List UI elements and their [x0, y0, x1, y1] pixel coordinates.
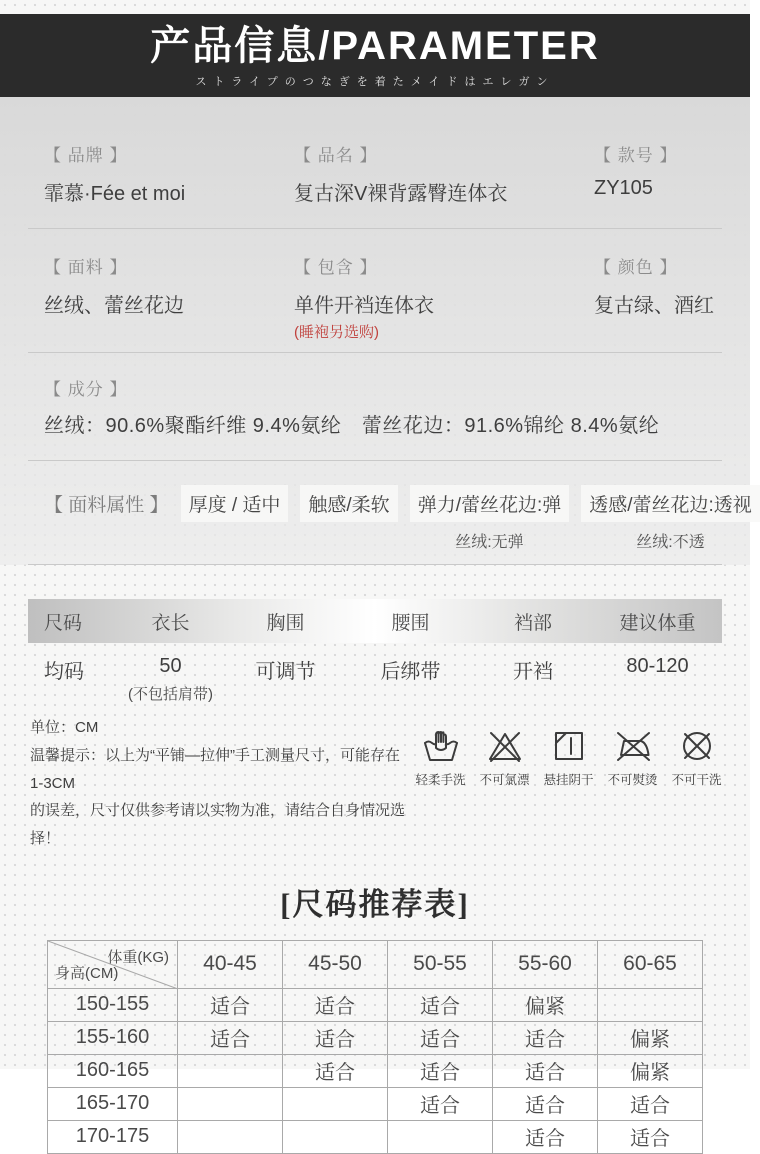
attributes-label: 【 面料属性 】 — [44, 495, 169, 516]
spec-value-crotch: 开裆 — [513, 661, 553, 683]
height-range-cell: 170-175 — [48, 1120, 178, 1153]
care-no-iron — [605, 726, 660, 853]
spec-value-bust: 可调节 — [255, 661, 316, 683]
fit-cell: 适合 — [493, 1021, 598, 1054]
spec-length-note: (不包括肩带) — [128, 686, 213, 703]
tips-line2: 的误差，尺寸仅供参考请以实物为准，请结合自身情况选择！ — [30, 802, 406, 847]
fit-cell: 适合 — [493, 1087, 598, 1120]
care-label: 悬挂阴干 — [543, 773, 594, 787]
spec-header-bust: 胸围 — [266, 612, 305, 634]
height-range-cell: 165-170 — [48, 1087, 178, 1120]
attribute-chip: 透感/蕾丝花边:透视 — [581, 485, 760, 522]
weight-col-header: 45-50 — [283, 940, 388, 988]
product-name-value: 复古深V裸背露臀连体衣 — [294, 183, 508, 205]
spec-value-waist: 后绑带 — [380, 661, 441, 683]
color-label: 【 颜色 】 — [594, 258, 678, 277]
page-subtitle: ストライプのつなぎを着たメイドはエレガン — [195, 76, 555, 88]
corner-weight-label: 体重(KG) — [107, 948, 169, 966]
product-name-label: 【 品名 】 — [294, 146, 378, 165]
fit-cell — [598, 988, 703, 1021]
brand-label: 【 品牌 】 — [44, 146, 128, 165]
spec-length-number: 50 — [159, 655, 182, 677]
fit-cell: 适合 — [283, 988, 388, 1021]
spec-table-values — [28, 643, 722, 704]
unit-text: 单位：CM — [30, 719, 99, 736]
size-chart-row — [48, 1087, 703, 1120]
brand-value: 霏慕·Fée et moi — [44, 183, 186, 205]
fit-cell: 适合 — [178, 1021, 283, 1054]
fabric-value: 丝绒、蕾丝花边 — [44, 295, 184, 317]
weight-col-header: 40-45 — [178, 940, 283, 988]
hand-wash-icon — [413, 726, 468, 766]
attribute-touch — [300, 485, 397, 522]
size-chart-row — [48, 1120, 703, 1153]
fit-cell: 适合 — [283, 1021, 388, 1054]
info-row-attributes — [28, 461, 752, 565]
header-banner — [0, 14, 750, 97]
size-recommendation-table — [47, 940, 703, 1154]
care-label: 不可干洗 — [671, 773, 722, 787]
style-number-label: 【 款号 】 — [594, 146, 678, 165]
fit-cell: 适合 — [388, 988, 493, 1021]
size-chart-corner-cell — [48, 940, 178, 988]
spec-header-weight: 建议体重 — [619, 612, 696, 634]
tips-line1: 温馨提示：以上为“平铺—拉伸”手工测量尺寸，可能存在1-3CM — [30, 746, 400, 792]
info-row-composition — [28, 353, 722, 461]
fit-cell: 适合 — [283, 1054, 388, 1087]
fit-cell — [178, 1054, 283, 1087]
corner-height-label: 身高(CM) — [55, 964, 119, 982]
tips-and-care-row — [28, 714, 724, 853]
height-range-cell: 155-160 — [48, 1021, 178, 1054]
care-label: 不可氯漂 — [479, 773, 530, 787]
no-iron-icon — [605, 726, 660, 766]
size-chart-header-row — [48, 940, 703, 988]
spec-table-header — [28, 599, 722, 643]
size-section — [0, 599, 750, 1154]
fabric-label: 【 面料 】 — [44, 258, 128, 277]
contains-label: 【 包含 】 — [294, 258, 378, 277]
spec-value-size: 均码 — [44, 661, 84, 683]
size-chart-row — [48, 1054, 703, 1087]
height-range-cell: 160-165 — [48, 1054, 178, 1087]
spec-value-weight: 80-120 — [626, 655, 689, 677]
care-instructions — [413, 714, 724, 853]
fit-cell: 偏紧 — [493, 988, 598, 1021]
attribute-chip: 触感/柔软 — [300, 485, 397, 522]
weight-col-header: 50-55 — [388, 940, 493, 988]
fit-cell: 适合 — [388, 1087, 493, 1120]
fit-cell: 偏紧 — [598, 1021, 703, 1054]
color-field — [594, 253, 722, 342]
fit-cell: 适合 — [493, 1054, 598, 1087]
no-bleach-icon — [477, 726, 532, 766]
style-number-field — [594, 141, 722, 206]
care-label: 轻柔手洗 — [415, 773, 466, 787]
height-range-cell: 150-155 — [48, 988, 178, 1021]
fit-cell: 适合 — [598, 1120, 703, 1153]
attribute-chip-sub: 丝绒:不透 — [636, 534, 705, 551]
weight-col-header: 60-65 — [598, 940, 703, 988]
style-number-value: ZY105 — [594, 177, 653, 199]
fit-cell — [388, 1120, 493, 1153]
spec-value-length — [118, 655, 223, 704]
size-chart-title: [尺码推荐表] — [280, 886, 470, 922]
attribute-chip: 厚度 / 适中 — [181, 485, 289, 522]
contains-value: 单件开裆连体衣 — [294, 295, 434, 317]
product-name-field — [294, 141, 594, 206]
product-info-section — [0, 97, 750, 565]
composition-value: 丝绒：90.6%聚酯纤维 9.4%氨纶 蕾丝花边：91.6%锦纶 8.4%氨纶 — [44, 415, 660, 437]
care-label: 不可熨烫 — [607, 773, 658, 787]
fit-cell — [178, 1087, 283, 1120]
attribute-elasticity — [410, 485, 570, 552]
care-no-bleach — [477, 726, 532, 853]
fit-cell: 适合 — [493, 1120, 598, 1153]
contains-field — [294, 253, 594, 342]
fit-cell — [178, 1120, 283, 1153]
spec-header-waist: 腰围 — [391, 612, 430, 634]
top-dotted-strip — [0, 0, 750, 14]
attribute-thickness — [181, 485, 289, 522]
fit-cell — [283, 1087, 388, 1120]
attribute-chip: 弹力/蕾丝花边:弹 — [410, 485, 570, 522]
fit-cell: 适合 — [178, 988, 283, 1021]
care-hand-wash — [413, 726, 468, 853]
spec-header-length: 衣长 — [151, 612, 190, 634]
composition-label: 【 成分 】 — [44, 380, 128, 399]
spec-header-crotch: 裆部 — [513, 612, 552, 634]
page-title: 产品信息/PARAMETER — [150, 24, 600, 68]
size-chart-row — [48, 988, 703, 1021]
info-row-brand — [28, 97, 722, 229]
no-dry-clean-icon — [669, 726, 724, 766]
spec-table — [28, 599, 722, 704]
care-hang-dry — [541, 726, 596, 853]
brand-field — [44, 141, 294, 206]
fit-cell: 适合 — [388, 1021, 493, 1054]
weight-col-header: 55-60 — [493, 940, 598, 988]
fabric-field — [44, 253, 294, 342]
info-row-fabric — [28, 229, 722, 353]
fit-cell — [283, 1120, 388, 1153]
color-value: 复古绿、酒红 — [594, 295, 714, 317]
attribute-chip-sub: 丝绒:无弹 — [455, 534, 524, 551]
hang-dry-icon — [541, 726, 596, 766]
fit-cell: 适合 — [598, 1087, 703, 1120]
attribute-transparency — [581, 485, 760, 552]
size-chart-row — [48, 1021, 703, 1054]
spec-header-size: 尺码 — [44, 612, 83, 634]
fit-cell: 偏紧 — [598, 1054, 703, 1087]
fit-cell: 适合 — [388, 1054, 493, 1087]
contains-note: (睡袍另选购) — [294, 324, 379, 341]
care-no-dry-clean — [669, 726, 724, 853]
measurement-tips — [28, 714, 413, 853]
